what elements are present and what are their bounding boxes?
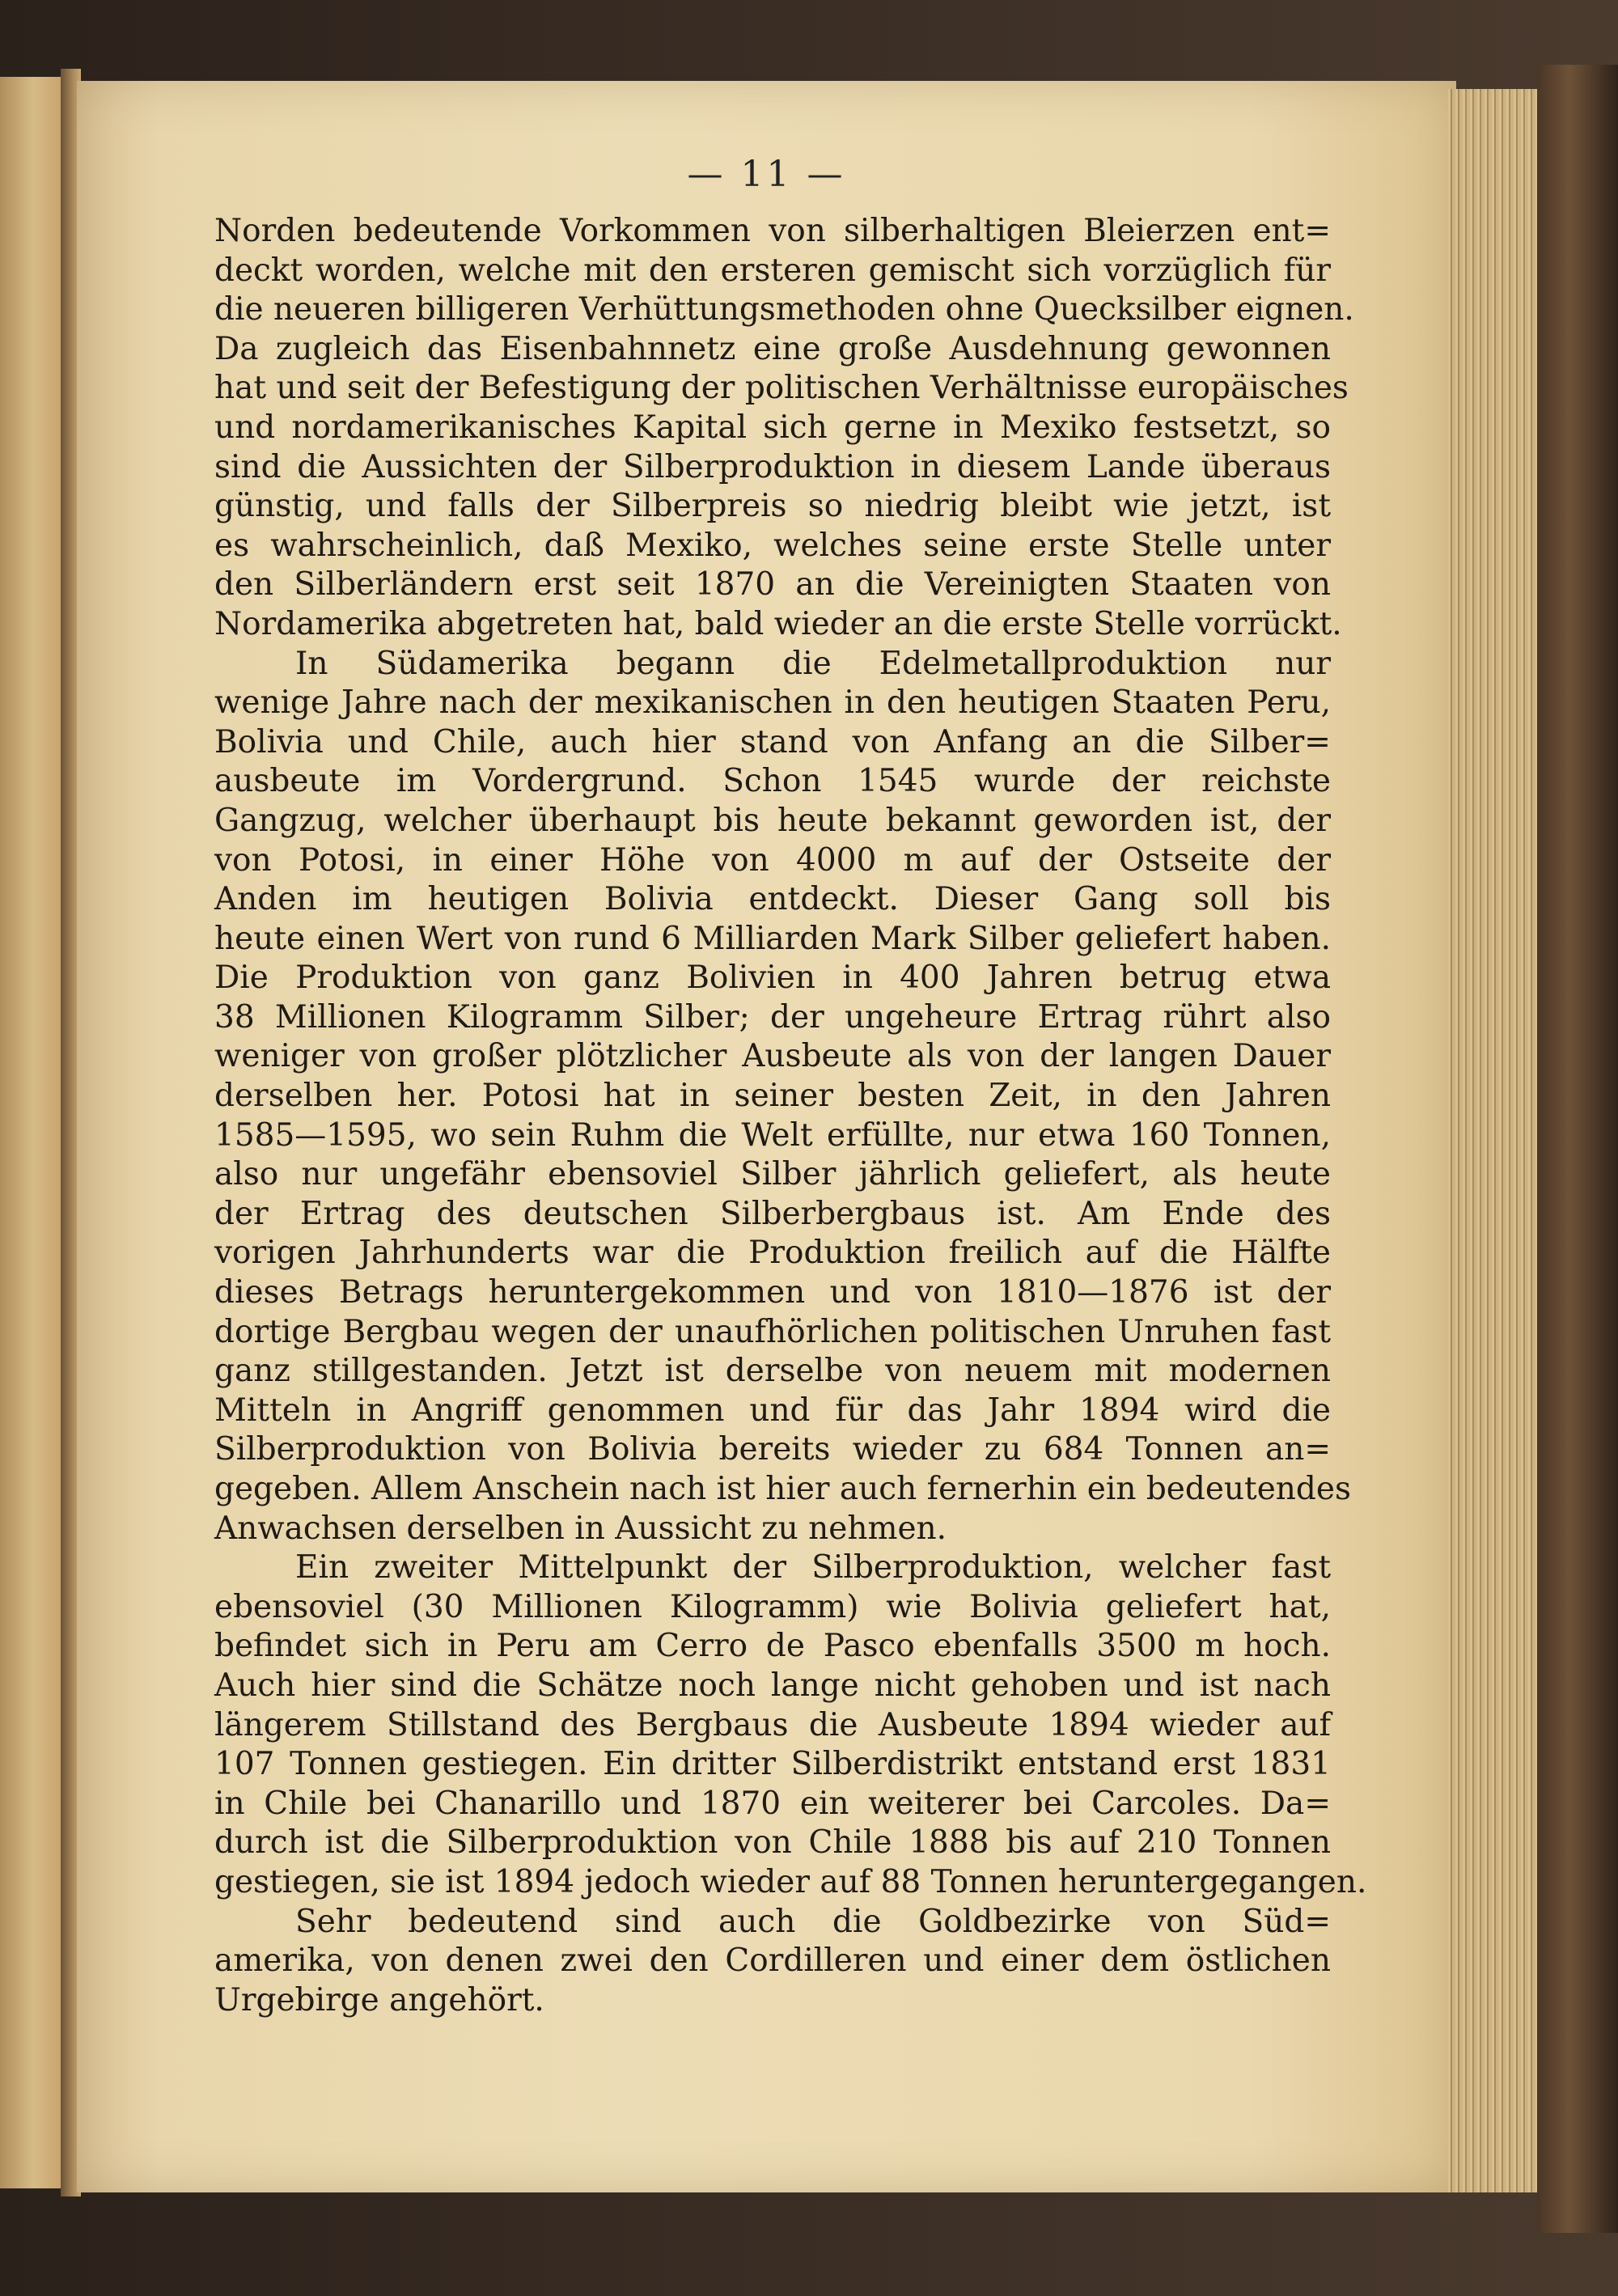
text-line: dieses Betrags heruntergekommen und von 1810—1876 ist der <box>214 1274 1331 1311</box>
text-line: dortige Bergbau wegen der unaufhörlichen politischen Unruhen fast <box>214 1313 1331 1350</box>
page-edges <box>1448 89 1537 2192</box>
text-line: hat und seit der Befestigung der politischen Verhältnisse europäisches <box>214 370 1349 407</box>
text-line: Sehr bedeutend sind auch die Goldbezirke von Süd= <box>295 1903 1331 1940</box>
text-line: befindet sich in Peru am Cerro de Pasco ebenfalls 3500 m hoch. <box>214 1628 1331 1665</box>
text-line: 38 Millionen Kilogramm Silber; der ungeheure Ertrag rührt also <box>214 998 1331 1036</box>
text-line: die neueren billigeren Verhüttungsmethoden ohne Quecksilber eignen. <box>214 291 1354 328</box>
text-line: Norden bedeutende Vorkommen von silberhaltigen Bleierzen ent= <box>214 213 1331 249</box>
text-line: gegeben. Allem Anschein nach ist hier auch fernerhin ein bedeutendes <box>214 1471 1351 1507</box>
text-line: sind die Aussichten der Silberproduktion in diesem Lande überaus <box>214 448 1331 485</box>
text-line: Ein zweiter Mittelpunkt der Silberproduktion, welcher fast <box>295 1549 1331 1586</box>
text-line: In Südamerika begann die Edelmetallproduktion nur <box>295 645 1331 682</box>
text-line: Bolivia und Chile, auch hier stand von Anfang an die Silber= <box>214 723 1331 760</box>
text-line: Anden im heutigen Bolivia entdeckt. Dieser Gang soll bis <box>214 881 1331 918</box>
text-line: also nur ungefähr ebensoviel Silber jährlich geliefert, als heute <box>214 1156 1331 1193</box>
book-page <box>77 81 1456 2192</box>
text-line: weniger von großer plötzlicher Ausbeute als von der langen Dauer <box>214 1038 1331 1075</box>
text-line: wenige Jahre nach der mexikanischen in den heutigen Staaten Peru, <box>214 684 1331 722</box>
book-cover <box>1537 65 1618 2233</box>
text-line: ganz stillgestanden. Jetzt ist derselbe von neuem mit modernen <box>214 1353 1331 1390</box>
text-line: amerika, von denen zwei den Cordilleren und einer dem östlichen <box>214 1942 1331 1980</box>
text-line: Da zugleich das Eisenbahnnetz eine große Ausdehnung gewonnen <box>214 330 1331 367</box>
text-line: Silberproduktion von Bolivia bereits wieder zu 684 Tonnen an= <box>214 1431 1331 1468</box>
text-line: durch ist die Silberproduktion von Chile 1888 bis auf 210 Tonnen <box>214 1824 1331 1862</box>
text-line: längerem Stillstand des Bergbaus die Ausbeute 1894 wieder auf <box>214 1706 1331 1743</box>
text-line: Auch hier sind die Schätze noch lange nicht gehoben und ist nach <box>214 1667 1331 1704</box>
text-line: und nordamerikanisches Kapital sich gerne in Mexiko festsetzt, so <box>214 409 1331 446</box>
text-line: der Ertrag des deutschen Silberbergbaus ist. Am Ende des <box>214 1195 1331 1232</box>
text-line: heute einen Wert von rund 6 Milliarden Mark Silber geliefert haben. <box>214 920 1331 957</box>
text-line: gestiegen, sie ist 1894 jedoch wieder auf 88 Tonnen heruntergegangen. <box>214 1863 1367 1900</box>
text-line: es wahrscheinlich, daß Mexiko, welches seine erste Stelle unter <box>214 527 1331 564</box>
text-line: vorigen Jahrhunderts war die Produktion freilich auf die Hälfte <box>214 1235 1331 1272</box>
text-line: günstig, und falls der Silberpreis so niedrig bleibt wie jetzt, ist <box>214 488 1331 525</box>
text-line: ebensoviel (30 Millionen Kilogramm) wie Bolivia geliefert hat, <box>214 1588 1331 1625</box>
text-line: 107 Tonnen gestiegen. Ein dritter Silberdistrikt entstand erst 1831 <box>214 1746 1331 1783</box>
left-page-edge <box>0 77 63 2188</box>
text-line: Nordamerika abgetreten hat, bald wieder an die erste Stelle vorrückt. <box>214 605 1342 642</box>
text-line: den Silberländern erst seit 1870 an die Vereinigten Staaten von <box>214 566 1331 604</box>
body-text <box>214 212 1367 2020</box>
text-line: Die Produktion von ganz Bolivien in 400 Jahren betrug etwa <box>214 959 1331 997</box>
text-line: derselben her. Potosi hat in seiner besten Zeit, in den Jahren <box>214 1078 1331 1115</box>
text-line: ausbeute im Vordergrund. Schon 1545 wurde der reichste <box>214 763 1331 800</box>
text-line: Gangzug, welcher überhaupt bis heute bekannt geworden ist, der <box>214 802 1331 839</box>
text-line: in Chile bei Chanarillo und 1870 ein weiterer bei Carcoles. Da= <box>214 1785 1331 1822</box>
text-line: 1585—1595, wo sein Ruhm die Welt erfüllte, nur etwa 160 Tonnen, <box>214 1116 1331 1154</box>
text-line: Urgebirge angehört. <box>214 1981 544 2019</box>
text-line: von Potosi, in einer Höhe von 4000 m auf der Ostseite der <box>214 841 1331 879</box>
text-line: deckt worden, welche mit den ersteren gemischt sich vorzüglich für <box>214 252 1331 289</box>
page-number: — 11 — <box>687 154 846 195</box>
text-line: Anwachsen derselben in Aussicht zu nehmen. <box>214 1510 947 1547</box>
text-line: Mitteln in Angriff genommen und für das Jahr 1894 wird die <box>214 1392 1331 1429</box>
